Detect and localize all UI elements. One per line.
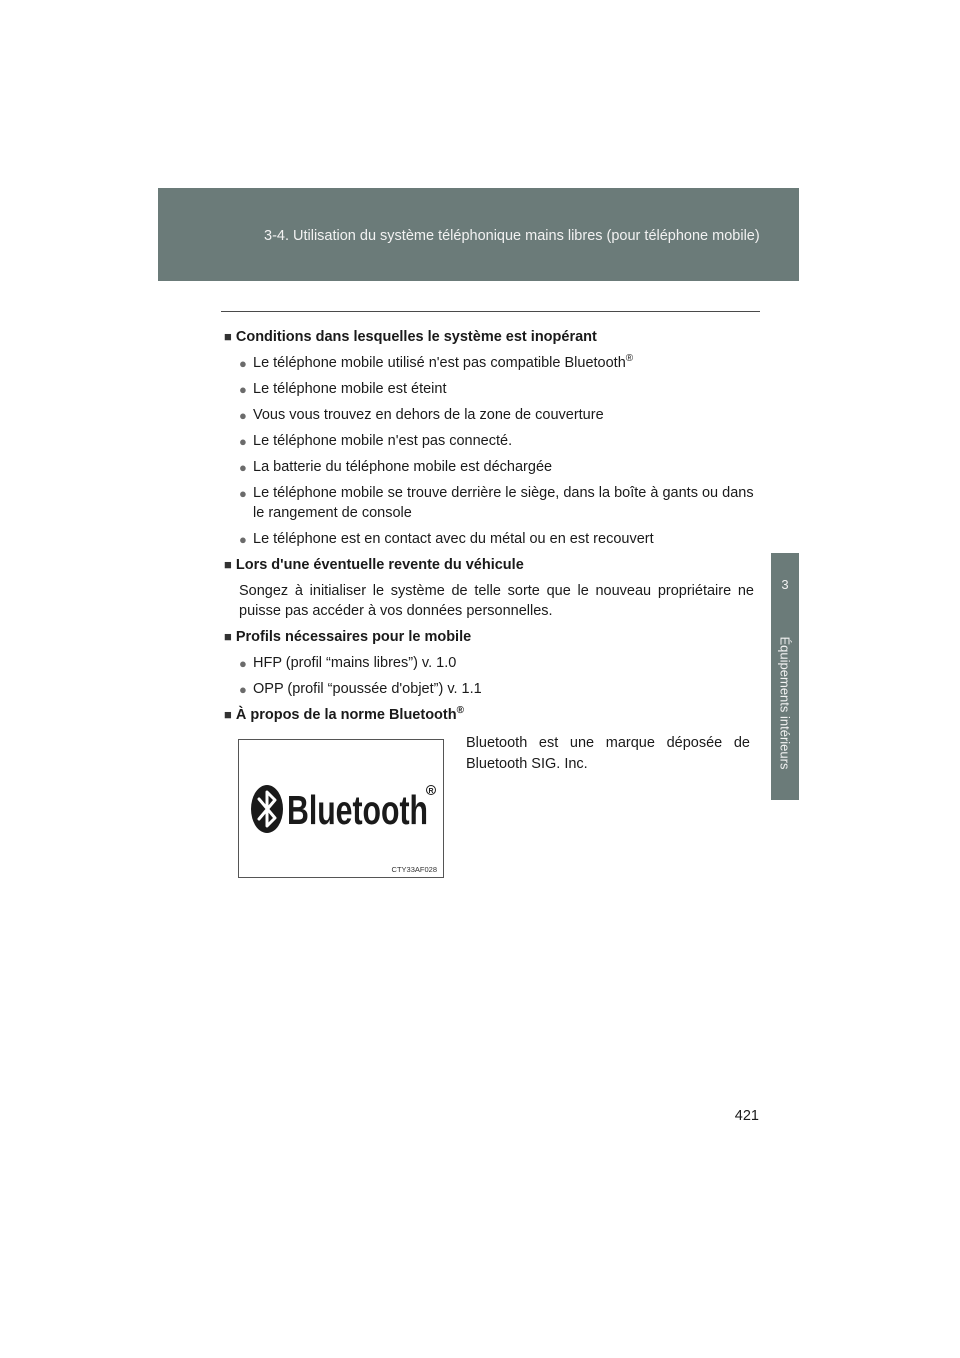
section-title: 3-4. Utilisation du système téléphonique mains libres (pour téléphone mobile) — [264, 228, 760, 244]
square-bullet-icon: ■ — [224, 707, 232, 722]
bullet-icon: ● — [239, 532, 247, 547]
chapter-tab — [771, 553, 799, 800]
header-band — [158, 188, 799, 281]
list-item: ● Le téléphone mobile est éteint — [224, 379, 754, 399]
figure-code: CTY33AF028 — [391, 865, 437, 874]
square-bullet-icon: ■ — [224, 629, 232, 644]
heading-conditions: ■ Conditions dans lesquelles le système est inopérant — [224, 329, 597, 345]
bullet-icon: ● — [239, 382, 247, 397]
heading-about: ■ À propos de la norme Bluetooth® — [224, 705, 464, 723]
bluetooth-caption: Bluetooth est une marque déposée de Bluetooth SIG. Inc. — [466, 735, 750, 772]
resale-text: Songez à initialiser le système de telle sorte que le nouveau propriétaire ne puisse pas accéder à vos données personnelles. — [239, 583, 754, 619]
bluetooth-logo-icon — [247, 784, 437, 834]
heading-resale: ■ Lors d'une éventuelle revente du véhicule — [224, 557, 524, 573]
square-bullet-icon: ■ — [224, 329, 232, 344]
list-item: ● Le téléphone est en contact avec du métal ou en est recouvert — [224, 529, 754, 549]
chapter-label: Équipements intérieurs — [777, 636, 793, 770]
square-bullet-icon: ■ — [224, 557, 232, 572]
heading-profiles: ■ Profils nécessaires pour le mobile — [224, 629, 472, 645]
bullet-icon: ● — [239, 408, 247, 423]
bullet-icon: ● — [239, 460, 247, 475]
bullet-icon: ● — [239, 656, 247, 671]
bullet-icon: ● — [239, 682, 247, 697]
content — [224, 327, 754, 731]
bullet-icon: ● — [239, 434, 247, 449]
list-item: ● Vous vous trouvez en dehors de la zone de couverture — [224, 405, 754, 425]
list-item: ● Le téléphone mobile utilisé n'est pas compatible Bluetooth® — [224, 353, 754, 373]
registered-mark: ® — [625, 353, 634, 365]
list-item: ● OPP (profil “poussée d'objet”) v. 1.1 — [224, 679, 754, 699]
bullet-icon: ● — [239, 486, 247, 501]
list-item: ● HFP (profil “mains libres”) v. 1.0 — [224, 653, 754, 673]
list-item: ● Le téléphone mobile se trouve derrière le siège, dans la boîte à gants ou dans le rangement de console — [239, 485, 754, 521]
list-item: ● La batterie du téléphone mobile est déchargée — [224, 457, 754, 477]
svg-text:R: R — [428, 788, 434, 795]
registered-mark: ® — [456, 705, 464, 717]
list-item: ● Le téléphone mobile n'est pas connecté. — [224, 431, 754, 451]
divider — [221, 311, 760, 312]
bluetooth-logo-text: Bluetooth — [287, 787, 428, 833]
bullet-icon: ● — [239, 356, 247, 371]
bluetooth-logo-figure — [238, 739, 444, 878]
chapter-number: 3 — [781, 577, 789, 592]
page-number: 421 — [734, 1108, 759, 1124]
